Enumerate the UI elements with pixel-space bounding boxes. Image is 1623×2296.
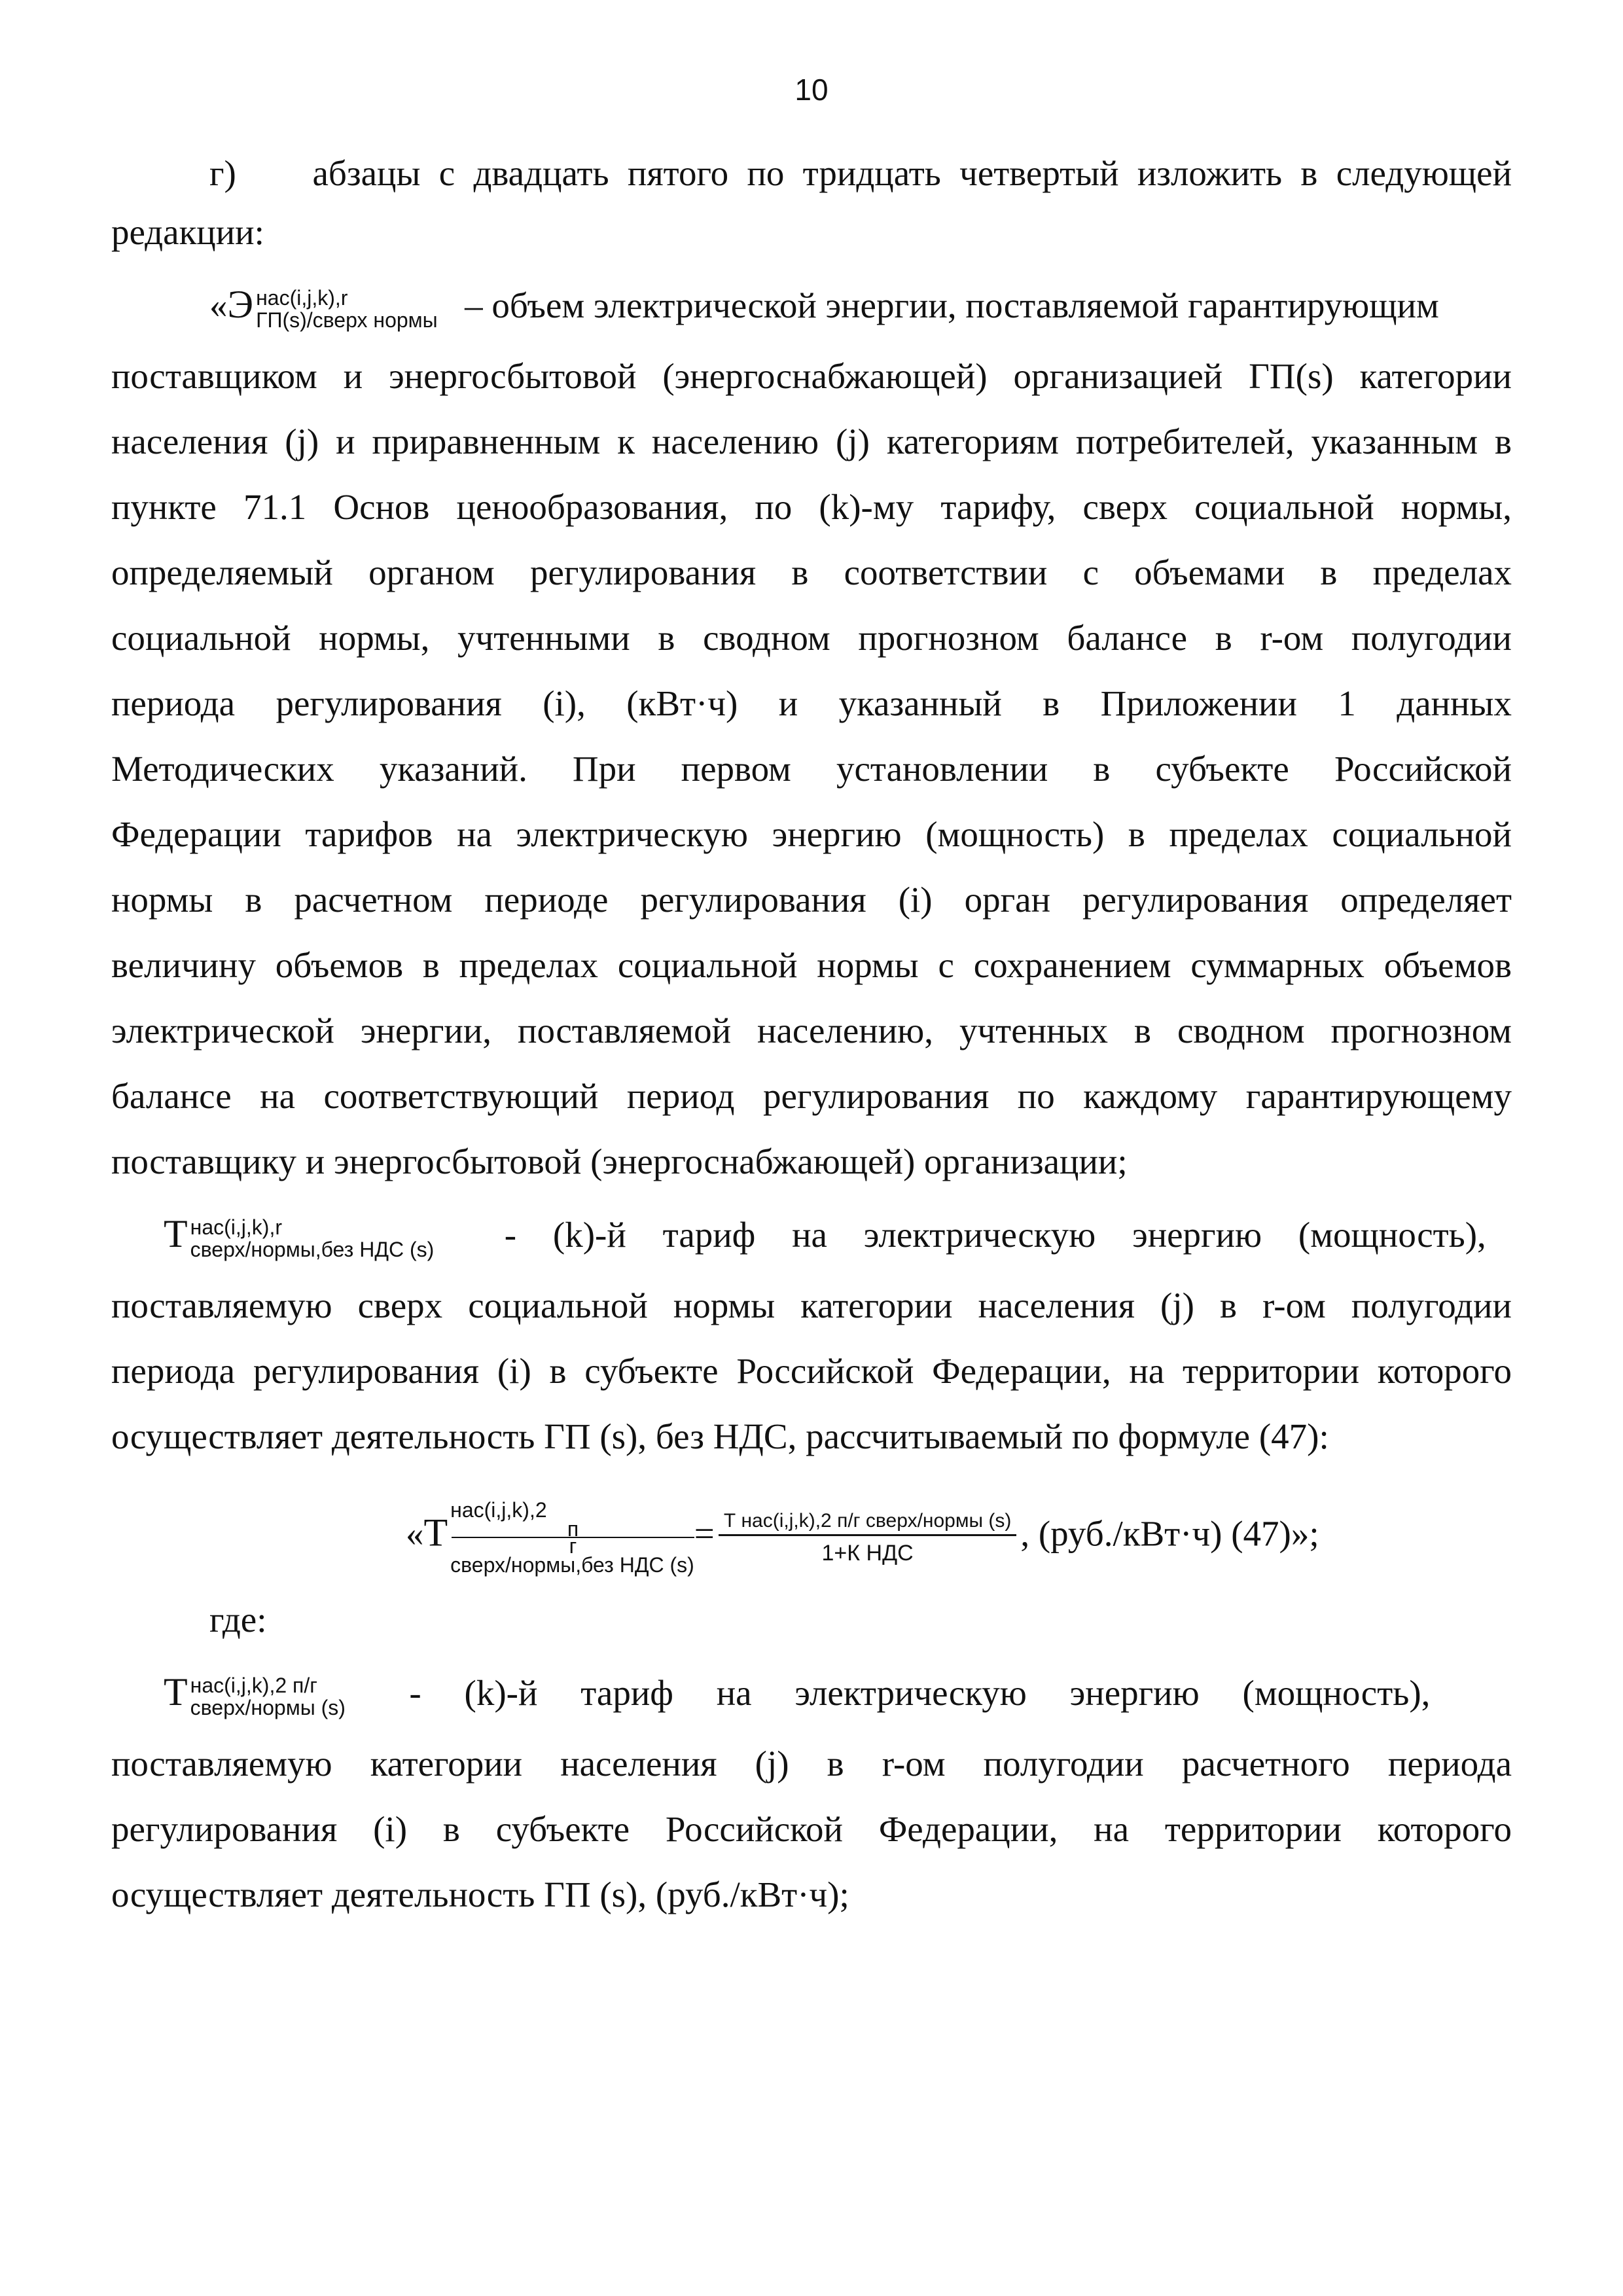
definition-3-superscript: нас(i,j,k),2 п/г <box>190 1674 317 1698</box>
definition-1-line: величину объемов в пределах социальной нормы с сохранением суммарных объемов <box>111 945 1512 985</box>
definition-1-line: периода регулирования (i), (кВт·ч) и указанный в Приложении 1 данных <box>111 683 1512 723</box>
definition-1-line: пункте 71.1 Основ ценообразования, по (k)-му тарифу, сверх социальной нормы, <box>111 487 1512 527</box>
intro-line <box>209 151 1512 196</box>
definition-1-line: нормы в расчетном периоде регулирования (i) орган регулирования определяет <box>111 880 1512 920</box>
definition-2-superscript: нас(i,j,k),r <box>190 1215 282 1240</box>
definition-1-line: населения (j) и приравненным к населению (j) категориям потребителей, указанным в <box>111 422 1512 461</box>
formula-47-numerator: Т нас(i,j,k),2 п/г сверх/нормы (s) <box>719 1511 1017 1536</box>
page-number: 10 <box>794 73 829 107</box>
intro-continuation: редакции: <box>111 212 264 252</box>
definition-3-symbol: Т <box>164 1670 188 1713</box>
definition-2-first-line: - (k)-й тариф на электрическую энергию (мощность), <box>504 1215 1486 1255</box>
formula-47-denominator: 1+К НДС <box>821 1540 914 1566</box>
definition-1-line: социальной нормы, учтенными в сводном прогнозном балансе в r-ом полугодии <box>111 618 1512 658</box>
formula-47-open-quote: « <box>406 1513 424 1554</box>
formula-47-symbol: Т <box>423 1511 448 1554</box>
definition-1-superscript: нас(i,j,k),r <box>256 286 348 310</box>
definition-1-line: поставщиком и энергосбытовой (энергоснабжающей) организацией ГП(s) категории <box>111 356 1512 396</box>
definition-3-indices <box>190 1674 346 1719</box>
definition-1-last-line: поставщику и энергосбытовой (энергоснабжающей) организации; <box>111 1141 1128 1181</box>
definition-2-line: периода регулирования (i) в субъекте Российской Федерации, на территории которого <box>111 1351 1512 1391</box>
formula-47-fraction <box>719 1511 1017 1565</box>
definition-3-last-line: осуществляет деятельность ГП (s), (руб./кВт·ч); <box>111 1874 849 1914</box>
formula-47-tiny-frac-bottom: г <box>569 1534 577 1558</box>
definition-2-last-line: осуществляет деятельность ГП (s), без НДС, рассчитываемый по формуле (47): <box>111 1416 1329 1456</box>
formula-47-superscript: нас(i,j,k),2 <box>450 1498 547 1522</box>
definition-3-line: регулирования (i) в субъекте Российской Федерации, на территории которого <box>111 1809 1512 1849</box>
definition-1-line: определяемый органом регулирования в соответствии с объемами в пределах <box>111 552 1512 592</box>
definition-3-line: поставляемую категории населения (j) в r-ом полугодии расчетного периода <box>111 1744 1512 1784</box>
definition-3-head <box>164 1669 1512 1719</box>
definition-3-first-line: - (k)-й тариф на электрическую энергию (мощность), <box>409 1673 1431 1713</box>
formula-47-tiny-frac-top: п <box>452 1521 694 1538</box>
formula-47-equals: = <box>694 1513 715 1554</box>
definition-3-subscript: сверх/нормы (s) <box>190 1696 346 1720</box>
definition-1-head <box>209 281 1512 331</box>
definition-2-line: поставляемую сверх социальной нормы категории населения (j) в r-ом полугодии <box>111 1285 1512 1325</box>
definition-1-open-quote: « <box>209 285 228 325</box>
definition-1-line: балансе на соответствующий период регулирования по каждому гарантирующему <box>111 1076 1512 1116</box>
definition-1-line: Федерации тарифов на электрическую энергию (мощность) в пределах социальной <box>111 814 1512 854</box>
intro-marker: г) <box>209 153 236 193</box>
definition-1-indices <box>256 287 438 331</box>
formula-47 <box>406 1499 1518 1576</box>
definition-1-line: Методических указаний. При первом установлении в субъекте Российской <box>111 749 1512 789</box>
definition-2-indices <box>190 1216 435 1261</box>
definition-1-first-line: – объем электрической энергии, поставляемой гарантирующим <box>465 285 1439 325</box>
intro-text: абзацы с двадцать пятого по тридцать четвертый изложить в следующей <box>312 153 1512 193</box>
definition-2-head <box>164 1211 1512 1261</box>
formula-47-tiny-fraction <box>452 1517 694 1558</box>
formula-47-indices <box>450 1499 694 1576</box>
definition-1-subscript: ГП(s)/сверх нормы <box>256 308 438 332</box>
where-label: где: <box>209 1600 267 1640</box>
definition-2-subscript: сверх/нормы,без НДС (s) <box>190 1238 435 1262</box>
definition-2-symbol: Т <box>164 1212 188 1255</box>
formula-47-tail: , (руб./кВт·ч) (47)»; <box>1020 1513 1319 1554</box>
definition-1-line: электрической энергии, поставляемой населению, учтенных в сводном прогнозном <box>111 1011 1512 1050</box>
formula-47-superscript-row <box>450 1498 694 1558</box>
formula-47-subscript: сверх/нормы,без НДС (s) <box>450 1553 694 1577</box>
definition-1-symbol: Э <box>227 283 254 326</box>
